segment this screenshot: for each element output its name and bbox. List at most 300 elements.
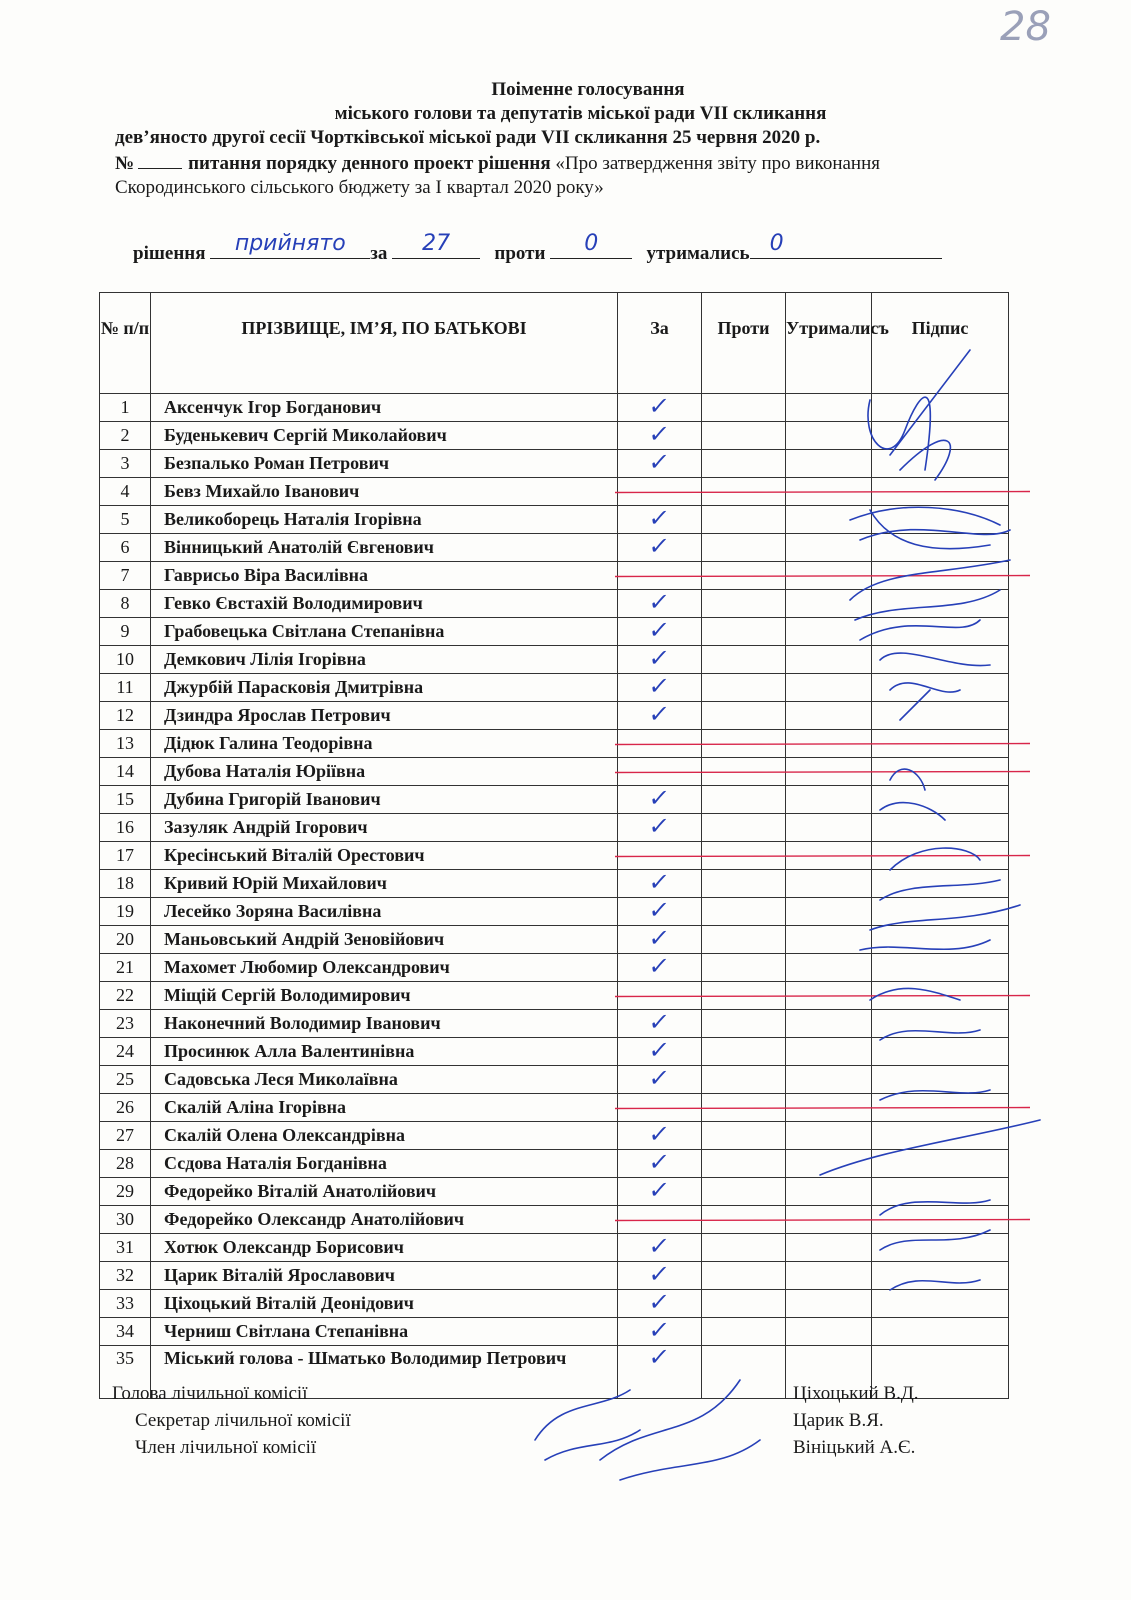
against-cell [702, 982, 786, 1010]
abstained-cell [786, 954, 872, 982]
row-name: Гаврисьо Віра Василівна [151, 562, 618, 590]
for-cell [618, 1147, 702, 1178]
row-name: Ціхоцький Віталій Деонідович [151, 1290, 618, 1318]
check-mark-icon: ✓ [647, 867, 672, 896]
agenda-line [0, 150, 1131, 176]
check-mark-icon: ✓ [647, 587, 672, 616]
for-count-field [392, 231, 480, 259]
signature-cell [872, 982, 1009, 1010]
row-number: 11 [100, 674, 151, 702]
row-name: Аксенчук Ігор Богданович [151, 394, 618, 422]
against-cell [702, 758, 786, 786]
table-row [100, 1234, 1009, 1262]
for-cell [618, 503, 702, 534]
abstained-cell [786, 450, 872, 478]
signature-cell [872, 1234, 1009, 1262]
header-for: За [618, 293, 702, 394]
signature-cell [872, 590, 1009, 618]
for-cell [618, 1007, 702, 1038]
member-role: Член лічильної комісії [135, 1437, 317, 1458]
for-cell [618, 842, 702, 870]
check-mark-icon: ✓ [647, 811, 672, 840]
signature-cell [872, 730, 1009, 758]
check-mark-icon: ✓ [647, 1343, 672, 1371]
chair-name: Ціхоцький В.Д. [793, 1383, 919, 1404]
against-cell [702, 898, 786, 926]
table-row [100, 730, 1009, 758]
signature-cell [872, 1066, 1009, 1094]
row-name: Безпалько Роман Петрович [151, 450, 618, 478]
table-row [100, 1038, 1009, 1066]
against-cell [702, 730, 786, 758]
table-row [100, 478, 1009, 506]
signature-cell [872, 618, 1009, 646]
against-cell [702, 954, 786, 982]
for-cell [618, 531, 702, 562]
row-number: 19 [100, 898, 151, 926]
agenda-title-start: «Про затвердження звіту про виконання [555, 153, 880, 174]
row-number: 5 [100, 506, 151, 534]
check-mark-icon: ✓ [647, 1231, 672, 1260]
row-name: Хотюк Олександр Борисович [151, 1234, 618, 1262]
row-name: Дубова Наталія Юріївна [151, 758, 618, 786]
signature-cell [872, 394, 1009, 422]
check-mark-icon: ✓ [647, 531, 672, 560]
against-cell [702, 450, 786, 478]
table-row [100, 1290, 1009, 1318]
table-row [100, 954, 1009, 982]
abstained-cell [786, 758, 872, 786]
table-row [100, 1318, 1009, 1346]
signature-cell [872, 506, 1009, 534]
for-count: 27 [422, 231, 451, 256]
for-cell [618, 391, 702, 422]
table-row [100, 982, 1009, 1010]
against-count: 0 [584, 231, 599, 256]
row-name: Міщій Сергій Володимирович [151, 982, 618, 1010]
table-row [100, 422, 1009, 450]
for-label: за [370, 243, 388, 264]
check-mark-icon: ✓ [647, 895, 672, 924]
signature-cell [872, 898, 1009, 926]
signature-cell [872, 674, 1009, 702]
signature-cell [872, 1038, 1009, 1066]
table-row [100, 1010, 1009, 1038]
check-mark-icon: ✓ [647, 671, 672, 700]
check-mark-icon: ✓ [647, 503, 672, 532]
member-name: Вініцький А.Є. [793, 1437, 916, 1458]
signature-cell [872, 1290, 1009, 1318]
row-name: Дубина Григорій Іванович [151, 786, 618, 814]
signature-cell [872, 926, 1009, 954]
abstained-cell [786, 1206, 872, 1234]
table-row [100, 1206, 1009, 1234]
header-abstained: Утрималисъ [786, 293, 872, 394]
row-name: Федорейко Олександр Анатолійович [151, 1206, 618, 1234]
check-mark-icon: ✓ [647, 419, 672, 448]
abstained-cell [786, 1150, 872, 1178]
for-cell [618, 1343, 702, 1399]
row-name: Федорейко Віталій Анатолійович [151, 1178, 618, 1206]
signature-cell [872, 1318, 1009, 1346]
row-number: 9 [100, 618, 151, 646]
document-subtitle: міського голови та депутатів міської ради VII скликання [334, 103, 827, 124]
table-row [100, 534, 1009, 562]
abstained-cell [786, 422, 872, 450]
check-mark-icon: ✓ [647, 923, 672, 952]
against-cell [702, 674, 786, 702]
abstained-cell [786, 1094, 872, 1122]
for-cell [618, 671, 702, 702]
table-row [100, 1122, 1009, 1150]
row-number: 6 [100, 534, 151, 562]
row-name: Ссдова Наталія Богданівна [151, 1150, 618, 1178]
row-name: Просинюк Алла Валентинівна [151, 1038, 618, 1066]
table-row [100, 562, 1009, 590]
for-cell [618, 758, 702, 786]
against-cell [702, 1346, 786, 1399]
check-mark-icon: ✓ [647, 643, 672, 672]
for-cell [618, 1315, 702, 1346]
check-mark-icon: ✓ [647, 615, 672, 644]
signature-cell [872, 1206, 1009, 1234]
check-mark-icon: ✓ [647, 1035, 672, 1064]
check-mark-icon: ✓ [647, 1287, 672, 1316]
against-cell [702, 1290, 786, 1318]
check-mark-icon: ✓ [647, 699, 672, 728]
decision-line [133, 231, 942, 265]
row-number: 12 [100, 702, 151, 730]
abstained-cell [786, 1038, 872, 1066]
table-row [100, 590, 1009, 618]
row-number: 22 [100, 982, 151, 1010]
signature-cell [872, 478, 1009, 506]
against-cell [702, 786, 786, 814]
row-number: 10 [100, 646, 151, 674]
table-row [100, 870, 1009, 898]
row-name: Вінницький Анатолій Євгенович [151, 534, 618, 562]
roll-call-table [99, 292, 1009, 1399]
row-number: 20 [100, 926, 151, 954]
against-cell [702, 1234, 786, 1262]
row-number: 34 [100, 1318, 151, 1346]
signature-cell [872, 422, 1009, 450]
abstained-cell [786, 394, 872, 422]
against-cell [702, 506, 786, 534]
row-name: Лесейко Зоряна Василівна [151, 898, 618, 926]
for-cell [618, 867, 702, 898]
against-cell [702, 590, 786, 618]
abstained-cell [786, 898, 872, 926]
table-row [100, 702, 1009, 730]
against-cell [702, 1206, 786, 1234]
check-mark-icon: ✓ [647, 951, 672, 980]
for-cell [618, 1119, 702, 1150]
abstained-cell [786, 926, 872, 954]
against-cell [702, 1178, 786, 1206]
signature-cell [872, 562, 1009, 590]
document-header [0, 78, 1131, 200]
against-cell [702, 534, 786, 562]
against-cell [702, 1038, 786, 1066]
abstained-cell [786, 982, 872, 1010]
for-cell [618, 447, 702, 478]
row-number: 18 [100, 870, 151, 898]
row-number: 1 [100, 394, 151, 422]
number-sign: № [115, 153, 135, 174]
row-number: 7 [100, 562, 151, 590]
signature-cell [872, 534, 1009, 562]
signature-cell [872, 702, 1009, 730]
table-row [100, 1066, 1009, 1094]
decision-value: прийнято [234, 231, 346, 256]
for-cell [618, 562, 702, 590]
check-mark-icon: ✓ [647, 447, 672, 476]
row-number: 29 [100, 1178, 151, 1206]
row-name: Махомет Любомир Олександрович [151, 954, 618, 982]
table-row [100, 814, 1009, 842]
signature-cell [872, 1178, 1009, 1206]
row-name: Гевко Євстахій Володимирович [151, 590, 618, 618]
table-row [100, 758, 1009, 786]
abstained-cell [786, 562, 872, 590]
row-name: Садовська Леся Миколаївна [151, 1066, 618, 1094]
secretary-name: Царик В.Я. [793, 1410, 884, 1431]
abstained-cell [786, 478, 872, 506]
against-cell [702, 1122, 786, 1150]
abstained-cell [786, 506, 872, 534]
against-cell [702, 926, 786, 954]
signature-cell [872, 786, 1009, 814]
abstained-cell [786, 1290, 872, 1318]
abstained-cell [786, 646, 872, 674]
row-name: Кресінський Віталій Орестович [151, 842, 618, 870]
abstained-cell [786, 842, 872, 870]
row-number: 17 [100, 842, 151, 870]
table-row [100, 1150, 1009, 1178]
agenda-label: питання порядку денного проект рішення [188, 153, 551, 174]
row-number: 16 [100, 814, 151, 842]
table-row [100, 1178, 1009, 1206]
row-number: 32 [100, 1262, 151, 1290]
against-cell [702, 562, 786, 590]
row-number: 13 [100, 730, 151, 758]
against-cell [702, 1010, 786, 1038]
for-cell [618, 615, 702, 646]
against-cell [702, 814, 786, 842]
against-cell [702, 702, 786, 730]
against-cell [702, 842, 786, 870]
agenda-title-end: Скородинського сільського бюджету за І квартал 2020 року» [115, 177, 604, 198]
for-cell [618, 1287, 702, 1318]
abstained-cell [786, 590, 872, 618]
for-cell [618, 1231, 702, 1262]
page-number: 28 [1000, 4, 1051, 50]
abstained-cell [786, 1122, 872, 1150]
for-cell [618, 811, 702, 842]
row-number: 4 [100, 478, 151, 506]
row-number: 15 [100, 786, 151, 814]
abstained-cell [786, 730, 872, 758]
secretary-role: Секретар лічильної комісії [135, 1410, 351, 1431]
against-cell [702, 478, 786, 506]
agenda-number-blank [138, 150, 182, 169]
row-name: Демкович Лілія Ігорівна [151, 646, 618, 674]
table-row [100, 618, 1009, 646]
row-name: Черниш Світлана Степанівна [151, 1318, 618, 1346]
against-cell [702, 1094, 786, 1122]
signature-cell [872, 1262, 1009, 1290]
row-name: Наконечний Володимир Іванович [151, 1010, 618, 1038]
row-number: 33 [100, 1290, 151, 1318]
table-row [100, 646, 1009, 674]
against-cell [702, 646, 786, 674]
header-signature: Підпис [872, 293, 1009, 394]
signature-cell [872, 1150, 1009, 1178]
against-cell [702, 1066, 786, 1094]
abstained-cell [786, 1010, 872, 1038]
signature-cell [872, 842, 1009, 870]
document-title: Поіменне голосування [491, 79, 685, 100]
signature-cell [872, 870, 1009, 898]
abstained-cell [786, 1318, 872, 1346]
session-line: дев’яносто другої сесії Чортківської міської ради VII скликання 25 червня 2020 р. [115, 127, 821, 148]
signature-cell [872, 758, 1009, 786]
chair-role: Голова лічильної комісії [112, 1383, 308, 1404]
row-number: 31 [100, 1234, 151, 1262]
abstained-cell [786, 618, 872, 646]
table-header-row [100, 293, 1009, 394]
against-count-field [550, 231, 632, 259]
check-mark-icon: ✓ [647, 1119, 672, 1148]
for-cell [618, 783, 702, 814]
row-number: 30 [100, 1206, 151, 1234]
check-mark-icon: ✓ [647, 1175, 672, 1204]
row-number: 35 [100, 1346, 151, 1399]
check-mark-icon: ✓ [647, 783, 672, 812]
against-cell [702, 618, 786, 646]
check-mark-icon: ✓ [647, 1007, 672, 1036]
abstained-cell [786, 814, 872, 842]
for-cell [618, 730, 702, 758]
row-name: Маньовський Андрій Зеновійович [151, 926, 618, 954]
check-mark-icon: ✓ [647, 1259, 672, 1288]
row-number: 14 [100, 758, 151, 786]
against-cell [702, 422, 786, 450]
table-row [100, 1094, 1009, 1122]
row-name: Скалій Олена Олександрівна [151, 1122, 618, 1150]
row-name: Дзиндра Ярослав Петрович [151, 702, 618, 730]
for-cell [618, 643, 702, 674]
abstained-cell [786, 1262, 872, 1290]
row-number: 25 [100, 1066, 151, 1094]
table-row [100, 786, 1009, 814]
abstained-cell [786, 1234, 872, 1262]
abstained-cell [786, 1066, 872, 1094]
table-row [100, 450, 1009, 478]
for-cell [618, 699, 702, 730]
row-number: 8 [100, 590, 151, 618]
row-name: Буденькевич Сергій Миколайович [151, 422, 618, 450]
for-cell [618, 1063, 702, 1094]
table-row [100, 394, 1009, 422]
abstained-cell [786, 674, 872, 702]
check-mark-icon: ✓ [647, 391, 672, 420]
row-number: 2 [100, 422, 151, 450]
table-row [100, 506, 1009, 534]
row-number: 28 [100, 1150, 151, 1178]
row-name: Дідюк Галина Теодорівна [151, 730, 618, 758]
row-number: 26 [100, 1094, 151, 1122]
for-cell [618, 951, 702, 982]
row-number: 24 [100, 1038, 151, 1066]
check-mark-icon: ✓ [647, 1063, 672, 1092]
row-name: Царик Віталій Ярославович [151, 1262, 618, 1290]
for-cell [618, 923, 702, 954]
row-number: 3 [100, 450, 151, 478]
decision-value-field [210, 231, 370, 259]
signature-cell [872, 1094, 1009, 1122]
table-row [100, 926, 1009, 954]
for-cell [618, 982, 702, 1010]
abstained-count: 0 [769, 231, 784, 256]
row-number: 23 [100, 1010, 151, 1038]
abstained-cell [786, 870, 872, 898]
for-cell [618, 1035, 702, 1066]
row-name: Великоборець Наталія Ігорівна [151, 506, 618, 534]
for-cell [618, 1175, 702, 1206]
for-cell [618, 478, 702, 506]
against-cell [702, 394, 786, 422]
for-cell [618, 1206, 702, 1234]
signature-cell [872, 1122, 1009, 1150]
signature-cell [872, 814, 1009, 842]
against-label: проти [494, 243, 546, 264]
decision-label: рішення [133, 243, 206, 264]
table-row [100, 842, 1009, 870]
header-name: ПРІЗВИЩЕ, ІМ’Я, ПО БАТЬКОВІ [151, 293, 618, 394]
check-mark-icon: ✓ [647, 1315, 672, 1344]
against-cell [702, 1262, 786, 1290]
table-row [100, 898, 1009, 926]
row-name: Грабовецька Світлана Степанівна [151, 618, 618, 646]
for-cell [618, 419, 702, 450]
abstained-cell [786, 702, 872, 730]
row-name: Скалій Аліна Ігорівна [151, 1094, 618, 1122]
abstained-cell [786, 1178, 872, 1206]
signature-cell [872, 646, 1009, 674]
row-name: Джурбій Парасковія Дмитрівна [151, 674, 618, 702]
for-cell [618, 895, 702, 926]
row-name: Зазуляк Андрій Ігорович [151, 814, 618, 842]
abstained-count-field [750, 231, 942, 259]
check-mark-icon: ✓ [647, 1147, 672, 1176]
row-number: 27 [100, 1122, 151, 1150]
abstained-label: утримались [646, 243, 750, 264]
abstained-cell [786, 534, 872, 562]
row-name: Кривий Юрій Михайлович [151, 870, 618, 898]
row-number: 21 [100, 954, 151, 982]
table-row [100, 674, 1009, 702]
row-name: Міський голова - Шматько Володимир Петрович [151, 1346, 618, 1399]
against-cell [702, 1318, 786, 1346]
against-cell [702, 870, 786, 898]
against-cell [702, 1150, 786, 1178]
header-number: № п/п [100, 293, 151, 394]
table-row [100, 1262, 1009, 1290]
abstained-cell [786, 786, 872, 814]
signature-cell [872, 1010, 1009, 1038]
